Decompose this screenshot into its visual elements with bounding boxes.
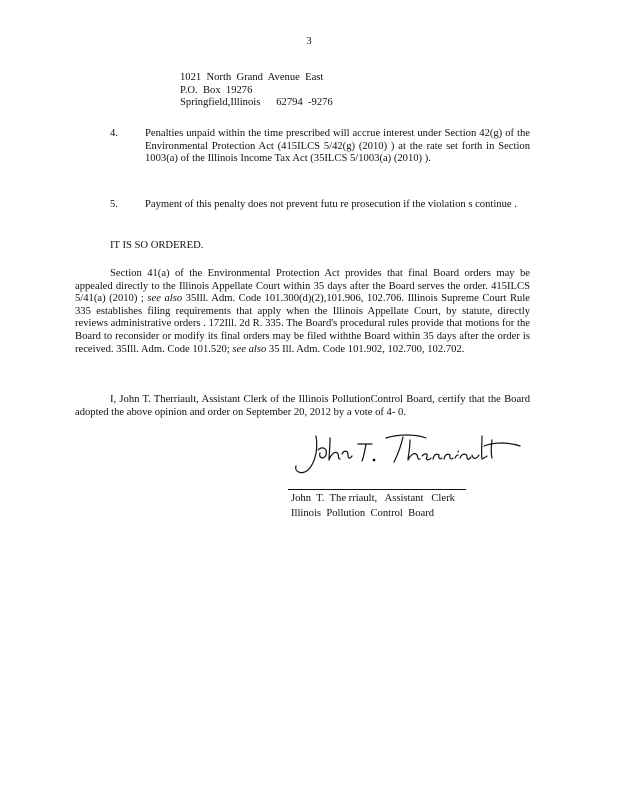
list-item-number: 5.: [110, 199, 118, 210]
see-also-signal: see also: [232, 343, 267, 355]
appeal-text: 35 Ill. Adm. Code 101.902, 102.700, 102.702.: [266, 343, 465, 355]
order-statement: IT IS SO ORDERED.: [110, 240, 204, 251]
certification-paragraph: I, John T. Therriault, Assistant Clerk of the Illinois PollutionControl Board, certify that the Board adopted the above opinion and order on September 20, 2012 by a vote of 4- 0.: [75, 394, 530, 418]
signature-line: [288, 489, 466, 490]
appeal-text: 35Ill. Adm. Code 101.300(d)(2),101.906, 102.706. Illinois Supreme Court Rule 335 establishes filing requirements that apply when the Illinois Appellate Court, by statute, directly reviews administrative orders . 172Ill. 2d R. 335. The Board's procedural rules provide that motions for the Board to reconsider or modify its final orders may be filed withthe Board within 35 days after the order is received. 35Ill. Adm. Code 101.520;: [75, 293, 531, 355]
address-line-street: 1021 North Grand Avenue East: [180, 72, 324, 83]
list-item-number: 4.: [110, 128, 118, 139]
address-line-po-box: P.O. Box 19276: [180, 84, 253, 96]
appeal-paragraph: [75, 268, 530, 356]
page-number: 3: [306, 36, 312, 47]
handwritten-signature: [288, 428, 528, 478]
address-line-city: Springfield,Illinois 62794 -9276: [180, 97, 333, 109]
signatory-organization: Illinois Pollution Control Board: [291, 508, 435, 519]
see-also-signal: see also: [147, 293, 183, 305]
list-item-text: Penalties unpaid within the time prescribed will accrue interest under Section 42(g) of the Environmental Protection Act (415ILCS 5/42(g) (2010) ) at the rate set forth in Section 1003(a) of the Illinois Income Tax Act (35ILCS 5/1003(a) (2010) ).: [145, 128, 530, 165]
signatory-name-title: John T. The rriault, Assistant Clerk: [291, 493, 455, 504]
list-item-text: Payment of this penalty does not prevent futu re prosecution if the violation s continue .: [145, 199, 517, 210]
appeal-text: Section 41(a) of the Environmental Protection Act provides that final Board orders may be appealed directly to the Illinois Appellate Court within 35 days after the Board serves the order. 415ILCS 5/41(a) (2010) ;: [75, 268, 530, 305]
mailing-address: [180, 72, 333, 110]
